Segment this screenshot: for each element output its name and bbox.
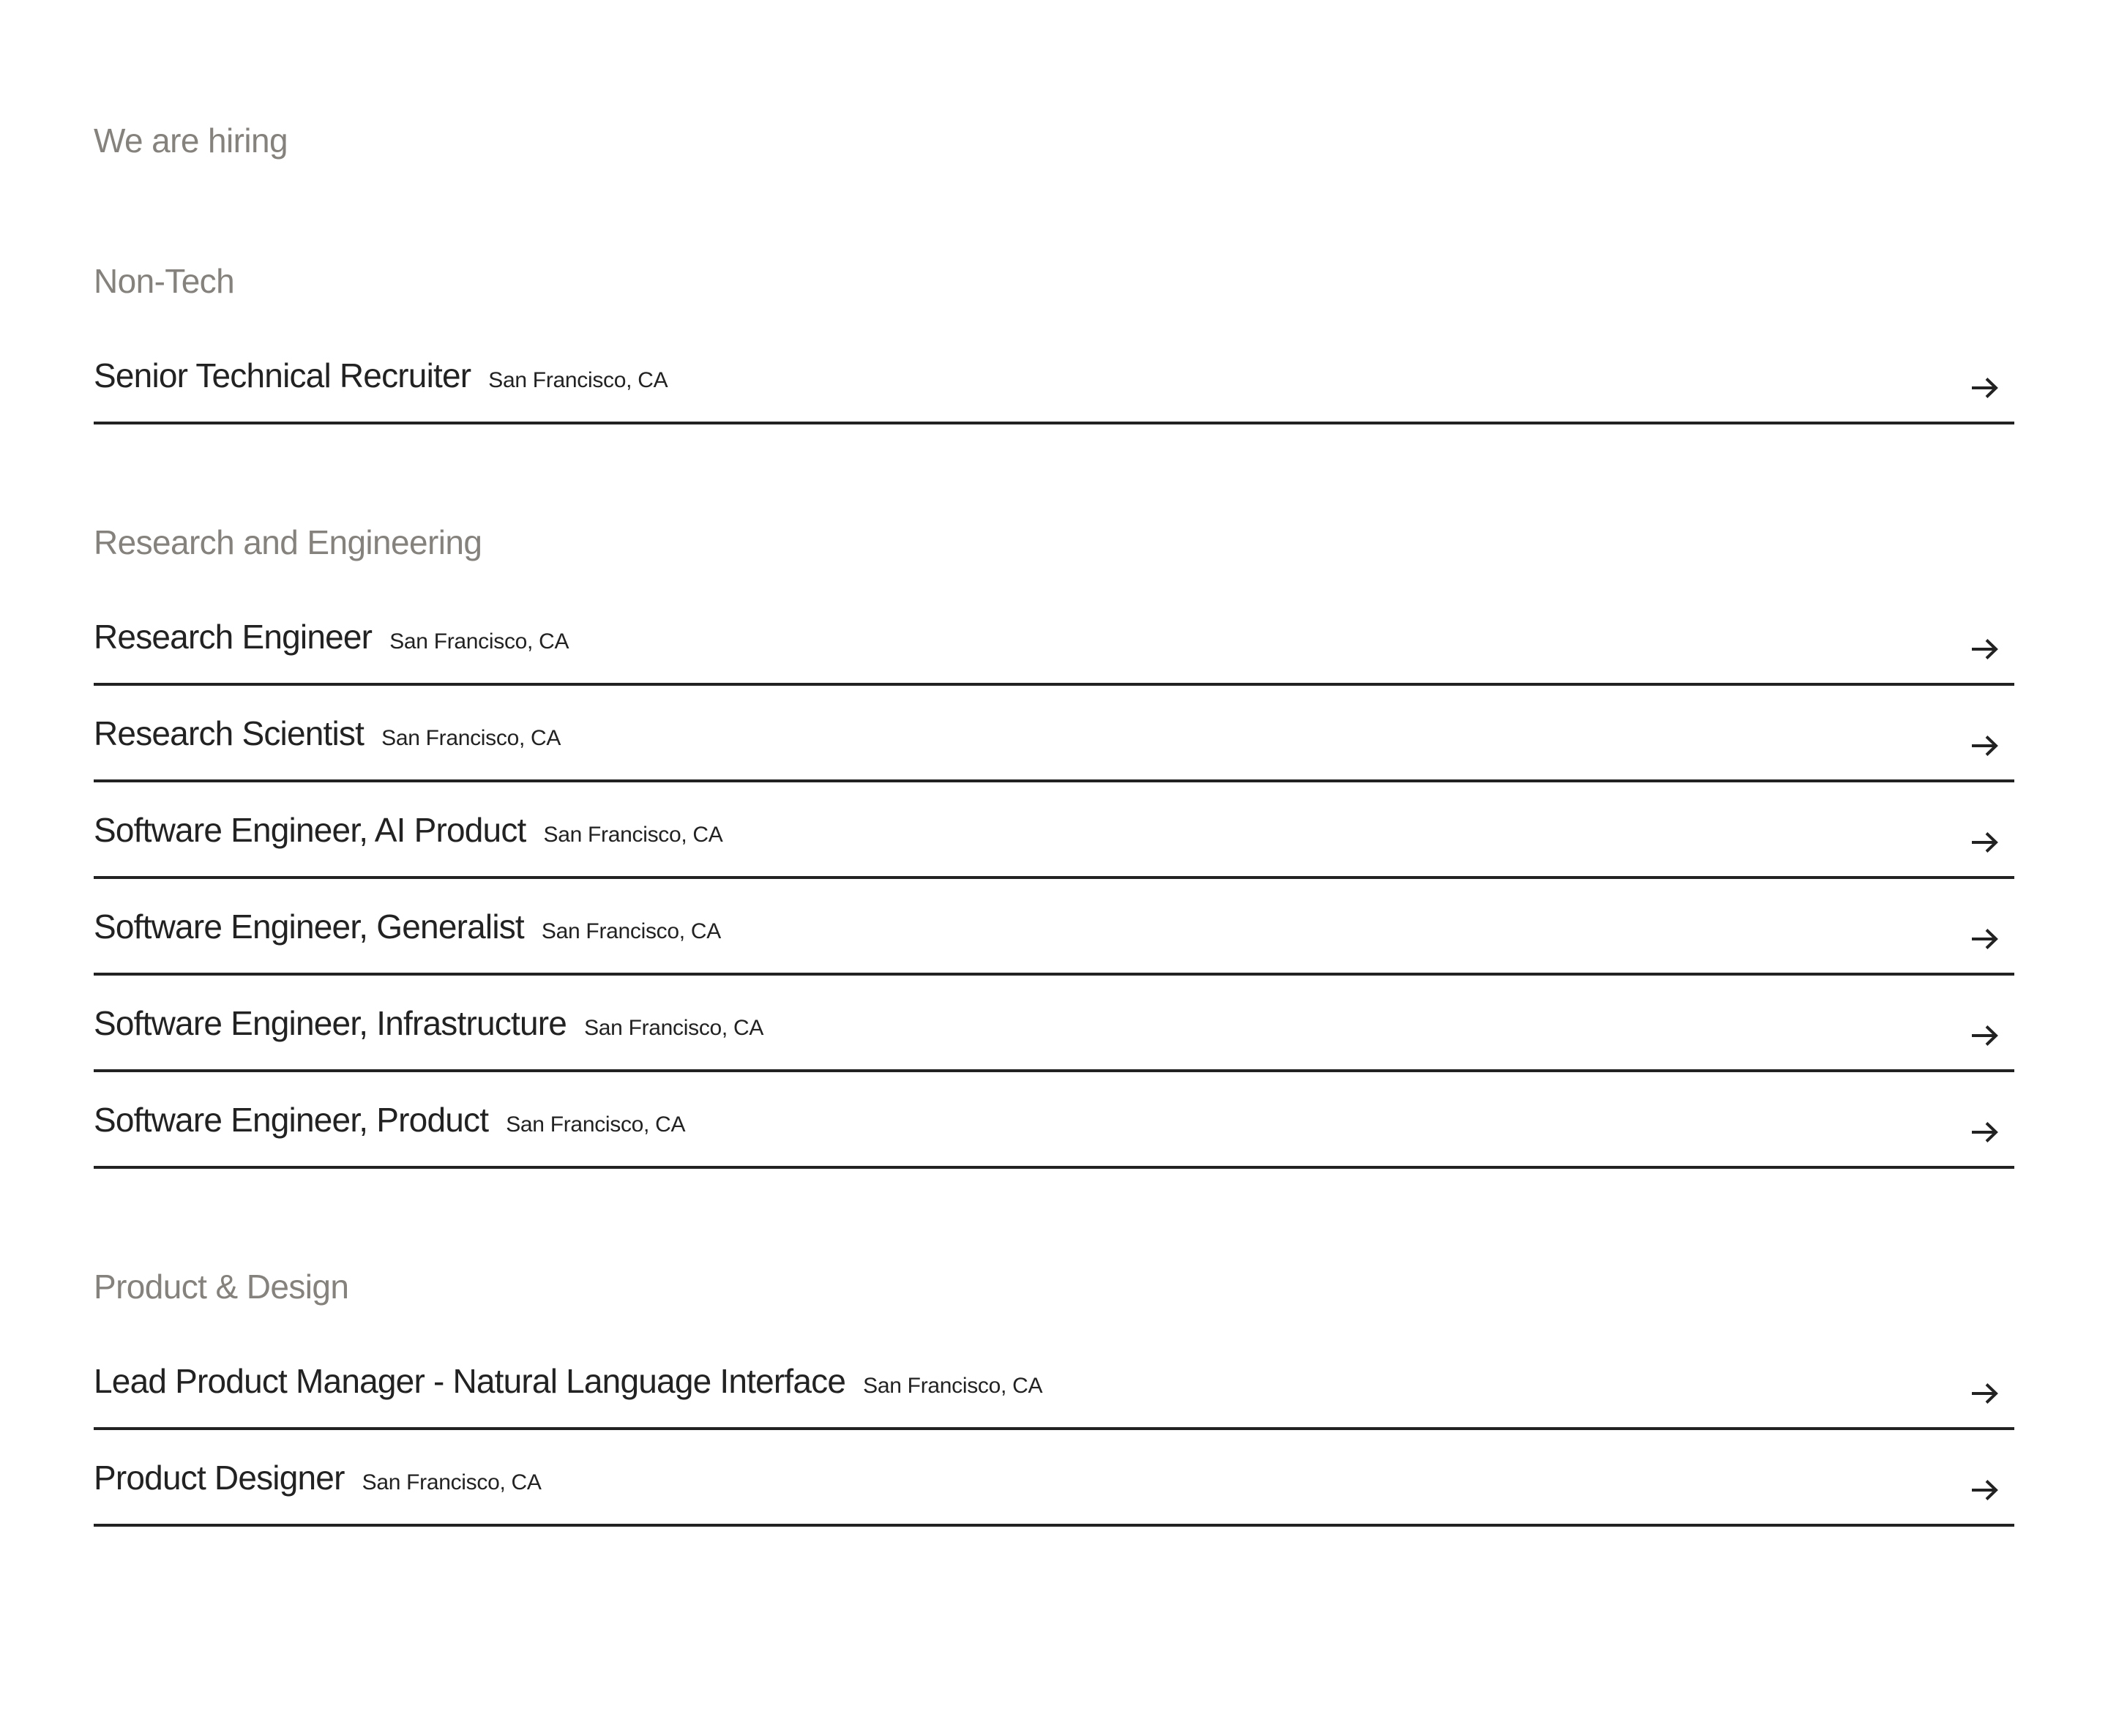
job-row-software-engineer-infrastructure[interactable] [94, 976, 2014, 1072]
job-row-senior-technical-recruiter[interactable] [94, 328, 2014, 424]
job-row-software-engineer-ai-product[interactable] [94, 782, 2014, 879]
job-row-research-scientist[interactable] [94, 686, 2014, 782]
job-list [94, 1333, 2014, 1527]
arrow-right-icon[interactable] [1972, 378, 1998, 398]
job-location: San Francisco, CA [389, 629, 569, 654]
job-location: San Francisco, CA [543, 823, 723, 847]
job-location: San Francisco, CA [506, 1112, 686, 1137]
section-heading: Research and Engineering [94, 523, 482, 561]
section-non-tech [94, 264, 2014, 424]
job-row-research-engineer[interactable] [94, 589, 2014, 686]
job-location: San Francisco, CA [863, 1374, 1043, 1398]
section-heading: Product & Design [94, 1268, 349, 1306]
page-eyebrow: We are hiring [94, 121, 288, 160]
job-location: San Francisco, CA [362, 1470, 542, 1494]
arrow-right-icon[interactable] [1972, 1122, 1998, 1142]
job-title: Research Scientist [94, 714, 365, 752]
job-title: Product Designer [94, 1459, 345, 1497]
job-row-software-engineer-generalist[interactable] [94, 879, 2014, 976]
job-list [94, 589, 2014, 1169]
job-title: Software Engineer, Infrastructure [94, 1004, 567, 1042]
job-row-lead-product-manager[interactable] [94, 1333, 2014, 1430]
job-list [94, 328, 2014, 424]
job-title: Software Engineer, Product [94, 1101, 489, 1139]
job-location: San Francisco, CA [584, 1016, 764, 1040]
section-research-and-engineering [94, 525, 2014, 1169]
job-row-software-engineer-product[interactable] [94, 1072, 2014, 1169]
job-title: Software Engineer, AI Product [94, 811, 526, 849]
arrow-right-icon[interactable] [1972, 1025, 1998, 1046]
arrow-right-icon[interactable] [1972, 736, 1998, 756]
arrow-right-icon[interactable] [1972, 832, 1998, 853]
arrow-right-icon[interactable] [1972, 1480, 1998, 1500]
arrow-right-icon[interactable] [1972, 1383, 1998, 1404]
job-title: Software Engineer, Generalist [94, 908, 524, 946]
job-title: Lead Product Manager - Natural Language Interface [94, 1362, 846, 1400]
section-heading: Non-Tech [94, 262, 235, 300]
job-location: San Francisco, CA [381, 726, 561, 750]
job-title: Research Engineer [94, 618, 373, 656]
job-location: San Francisco, CA [488, 368, 668, 392]
arrow-right-icon[interactable] [1972, 929, 1998, 949]
arrow-right-icon[interactable] [1972, 639, 1998, 659]
careers-page [94, 0, 2014, 1527]
section-product-and-design [94, 1270, 2014, 1527]
job-row-product-designer[interactable] [94, 1430, 2014, 1527]
job-location: San Francisco, CA [541, 919, 721, 943]
job-title: Senior Technical Recruiter [94, 356, 471, 394]
